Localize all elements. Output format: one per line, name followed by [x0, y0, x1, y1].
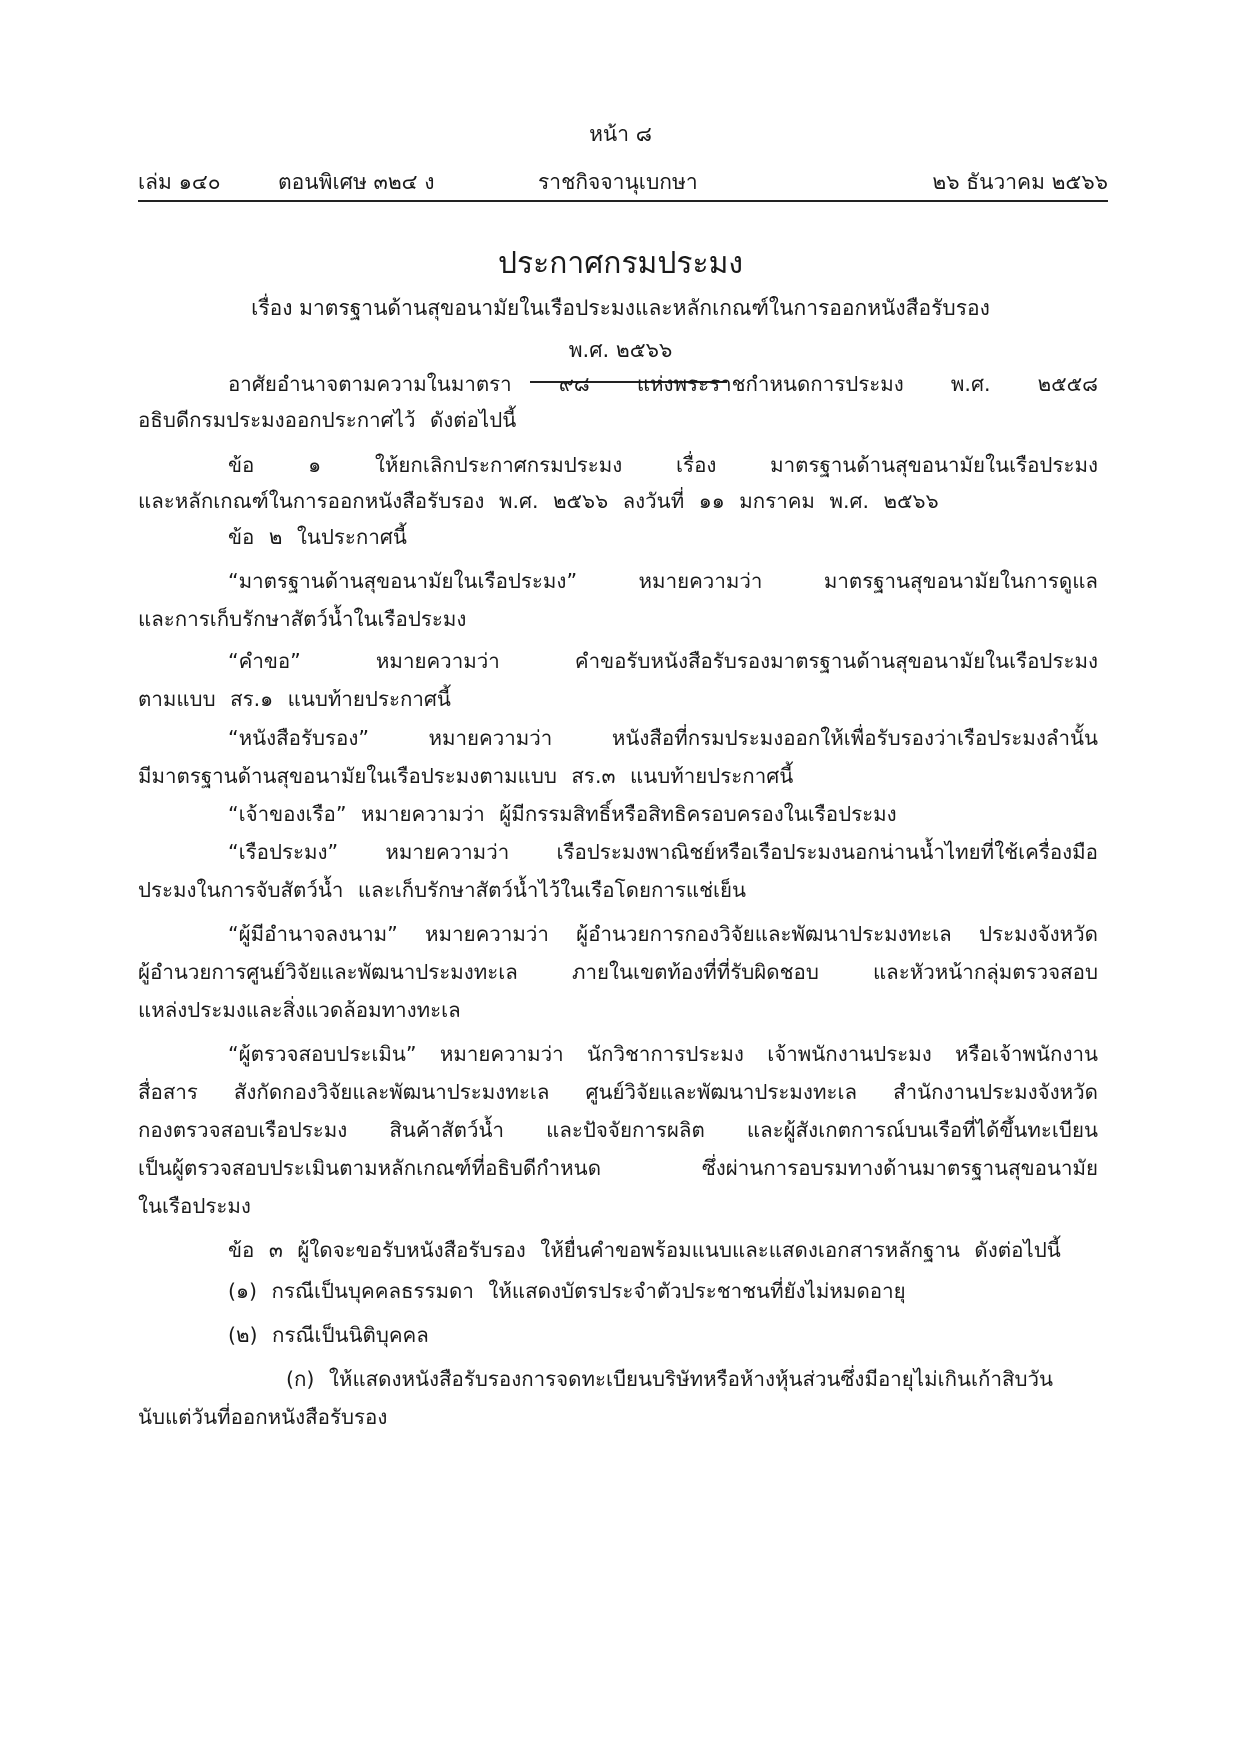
body-line: [228, 722, 1098, 755]
word: สื่อสาร: [138, 1080, 198, 1104]
word: เจ้าพนักงานประมง: [767, 1042, 932, 1066]
gazette-header: [138, 166, 1108, 202]
body-line: ตามแบบ สร.๑ แนบท้ายประกาศนี้: [138, 687, 451, 711]
word: นักวิชาการประมง: [587, 1042, 744, 1066]
body-line: ข้อ ๓ ผู้ใดจะขอรับหนังสือรับรอง ให้ยื่นคำขอพร้อมแนบและแสดงเอกสารหลักฐาน ดังต่อไปนี้: [228, 1238, 1061, 1262]
word: หมายความว่า: [385, 840, 510, 864]
word: “มาตรฐานด้านสุขอนามัยในเรือประมง”: [228, 569, 578, 593]
word: หมายความว่า: [428, 726, 553, 750]
word: หมายความว่า: [638, 569, 763, 593]
body-line: [138, 1114, 1098, 1147]
body-line: ประมงในการจับสัตว์น้ำ และเก็บรักษาสัตว์น้ำไว้ในเรือโดยการแช่เย็น: [138, 878, 747, 902]
body-line: มีมาตรฐานด้านสุขอนามัยในเรือประมงตามแบบ สร.๓ แนบท้ายประกาศนี้: [138, 764, 794, 788]
body-line: [228, 1038, 1098, 1071]
word: มาตรฐานสุขอนามัยในการดูแล: [823, 569, 1098, 593]
word: พ.ศ.: [950, 372, 991, 396]
body-line: และหลักเกณฑ์ในการออกหนังสือรับรอง พ.ศ. ๒๕๖๖ ลงวันที่ ๑๑ มกราคม พ.ศ. ๒๕๖๖: [138, 489, 939, 513]
body-line: แหล่งประมงและสิ่งแวดล้อมทางทะเล: [138, 998, 461, 1022]
word: หมายความว่า: [375, 649, 500, 673]
page-number: หน้า ๘: [589, 122, 652, 146]
word: และหัวหน้ากลุ่มตรวจสอบ: [872, 960, 1098, 984]
word: ผู้อำนวยการศูนย์วิจัยและพัฒนาประมงทะเล: [138, 960, 518, 984]
word: หนังสือที่กรมประมงออกให้เพื่อรับรองว่าเรือประมงลำนั้น: [611, 726, 1098, 750]
body-line: ข้อ ๒ ในประกาศนี้: [228, 525, 407, 549]
word: “ผู้ตรวจสอบประเมิน”: [228, 1042, 417, 1066]
word: และปัจจัยการผลิต: [546, 1118, 705, 1142]
word: อาศัยอำนาจตามความในมาตรา: [228, 372, 512, 396]
word: กองตรวจสอบเรือประมง: [138, 1118, 348, 1142]
body-line: [138, 956, 1098, 989]
body-line: “เจ้าของเรือ” หมายความว่า ผู้มีกรรมสิทธิ์หรือสิทธิครอบครองในเรือประมง: [228, 802, 897, 826]
body-line: (๑) กรณีเป็นบุคคลธรรมดา ให้แสดงบัตรประจำตัวประชาชนที่ยังไม่หมดอายุ: [228, 1279, 906, 1303]
word: ภายในเขตท้องที่ที่รับผิดชอบ: [572, 960, 819, 984]
body-line: อธิบดีกรมประมงออกประกาศไว้ ดังต่อไปนี้: [138, 408, 517, 432]
body-line: และการเก็บรักษาสัตว์น้ำในเรือประมง: [138, 607, 467, 631]
word: “คำขอ”: [228, 649, 301, 673]
word: “หนังสือรับรอง”: [228, 726, 369, 750]
word: ซึ่งผ่านการอบรมทางด้านมาตรฐานสุขอนามัย: [701, 1156, 1098, 1180]
body-line: [228, 645, 1098, 678]
word: เรื่อง: [676, 453, 717, 477]
word: ผู้อำนวยการกองวิจัยและพัฒนาประมงทะเล: [576, 922, 952, 946]
word: และผู้สังเกตการณ์บนเรือที่ได้ขึ้นทะเบียน: [746, 1118, 1098, 1142]
word: หมายความว่า: [439, 1042, 564, 1066]
word: ๙๘: [558, 372, 590, 396]
word: ข้อ: [228, 453, 255, 477]
body-line: นับแต่วันที่ออกหนังสือรับรอง: [138, 1405, 388, 1429]
word: คำขอรับหนังสือรับรองมาตรฐานด้านสุขอนามัยในเรือประมง: [574, 649, 1098, 673]
word: สังกัดกองวิจัยและพัฒนาประมงทะเล: [233, 1080, 550, 1104]
body-line: [228, 449, 1098, 482]
word: สำนักงานประมงจังหวัด: [893, 1080, 1098, 1104]
body-line: [228, 368, 1098, 401]
word: หมายความว่า: [425, 922, 549, 946]
word: ประมงจังหวัด: [979, 922, 1098, 946]
word: สินค้าสัตว์น้ำ: [389, 1118, 505, 1142]
body-line: (๒) กรณีเป็นนิติบุคคล: [228, 1323, 429, 1347]
body-line: [138, 1076, 1098, 1109]
body-line: [228, 565, 1098, 598]
word: ศูนย์วิจัยและพัฒนาประมงทะเล: [585, 1080, 858, 1104]
word: ๑: [308, 453, 322, 477]
document-year: พ.ศ. ๒๕๖๖: [568, 338, 673, 362]
word: เป็นผู้ตรวจสอบประเมินตามหลักเกณฑ์ที่อธิบดีกำหนด: [138, 1156, 602, 1180]
word: ให้ยกเลิกประกาศกรมประมง: [374, 453, 623, 477]
word: “เรือประมง”: [228, 840, 339, 864]
word: ๒๕๕๘: [1037, 372, 1098, 396]
body-line: ในเรือประมง: [138, 1194, 251, 1218]
section-number: ตอนพิเศษ ๓๒๔ ง: [278, 170, 435, 194]
volume-number: เล่ม ๑๔๐: [138, 170, 221, 194]
word: มาตรฐานด้านสุขอนามัยในเรือประมง: [770, 453, 1098, 477]
body-line: [228, 918, 1098, 951]
publication-date: ๒๖ ธันวาคม ๒๕๖๖: [932, 170, 1108, 194]
document-title: ประกาศกรมประมง: [497, 246, 744, 281]
document-subject: เรื่อง มาตรฐานด้านสุขอนามัยในเรือประมงและหลักเกณฑ์ในการออกหนังสือรับรอง: [251, 296, 990, 320]
word: แห่งพระราชกำหนดการประมง: [636, 372, 904, 396]
body-line: (ก) ให้แสดงหนังสือรับรองการจดทะเบียนบริษัทหรือห้างหุ้นส่วนซึ่งมีอายุไม่เกินเก้าสิบวัน: [286, 1367, 1054, 1391]
body-line: [138, 1152, 1098, 1185]
word: “ผู้มีอำนาจลงนาม”: [228, 922, 398, 946]
gazette-name: ราชกิจจานุเบกษา: [538, 170, 698, 194]
body-line: [228, 836, 1098, 869]
word: เรือประมงพาณิชย์หรือเรือประมงนอกน่านน้ำไทยที่ใช้เครื่องมือ: [556, 840, 1098, 864]
word: หรือเจ้าพนักงาน: [955, 1042, 1098, 1066]
